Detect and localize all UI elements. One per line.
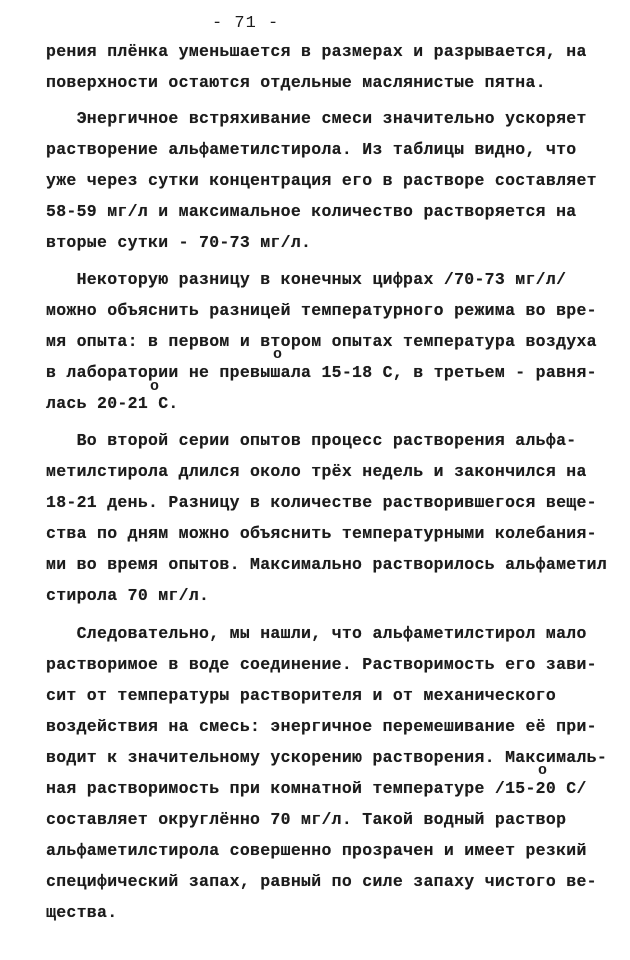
text-line: альфаметилстирола совершенно прозрачен и имеет резкий [46, 841, 587, 860]
text-line: Энергичное встряхивание смеси значительно ускоряет [46, 109, 587, 128]
degree-mark: o [150, 378, 160, 395]
text-line: Некоторую разницу в конечных цифрах /70-73 мг/л/ [46, 270, 567, 289]
text-line: растворение альфаметилстирола. Из таблицы видно, что [46, 140, 577, 159]
text-line: 18-21 день. Разницу в количестве растворившегося веще- [46, 493, 597, 512]
text-line: ная растворимость при комнатной температуре /15-20 С/ [46, 779, 587, 798]
text-line: Во второй серии опытов процесс растворения альфа- [46, 431, 577, 450]
text-line: водит к значительному ускорению растворения. Максималь- [46, 748, 608, 767]
text-line: составляет округлённо 70 мг/л. Такой водный раствор [46, 810, 567, 829]
text-line: мя опыта: в первом и втором опытах температура воздуха [46, 332, 597, 351]
text-line: стирола 70 мг/л. [46, 586, 210, 605]
text-line: ства по дням можно объяснить температурными колебания- [46, 524, 597, 543]
text-line: рения плёнка уменьшается в размерах и разрывается, на [46, 42, 587, 61]
degree-mark: o [538, 762, 548, 779]
text-line: в лаборатории не превышала 15-18 С, в третьем - равня- [46, 363, 597, 382]
text-line: поверхности остаются отдельные маслянистые пятна. [46, 73, 546, 92]
text-line: уже через сутки концентрация его в растворе составляет [46, 171, 597, 190]
text-line: метилстирола длился около трёх недель и закончился на [46, 462, 587, 481]
text-line: лась 20-21 С. [46, 394, 179, 413]
text-line: щества. [46, 903, 118, 922]
text-line: воздействия на смесь: энергичное перемешивание её при- [46, 717, 597, 736]
text-line: 58-59 мг/л и максимальное количество растворяется на [46, 202, 577, 221]
page-number: - 71 - [212, 14, 280, 33]
text-line: сит от температуры растворителя и от механического [46, 686, 557, 705]
text-line: можно объяснить разницей температурного режима во вре- [46, 301, 597, 320]
text-line: вторые сутки - 70-73 мг/л. [46, 233, 312, 252]
text-line: ми во время опытов. Максимально растворилось альфаметил [46, 555, 608, 574]
degree-mark: o [273, 346, 283, 363]
text-line: специфический запах, равный по силе запаху чистого ве- [46, 872, 597, 891]
text-line: Следовательно, мы нашли, что альфаметилстирол мало [46, 624, 587, 643]
text-line: растворимое в воде соединение. Растворимость его зави- [46, 655, 597, 674]
